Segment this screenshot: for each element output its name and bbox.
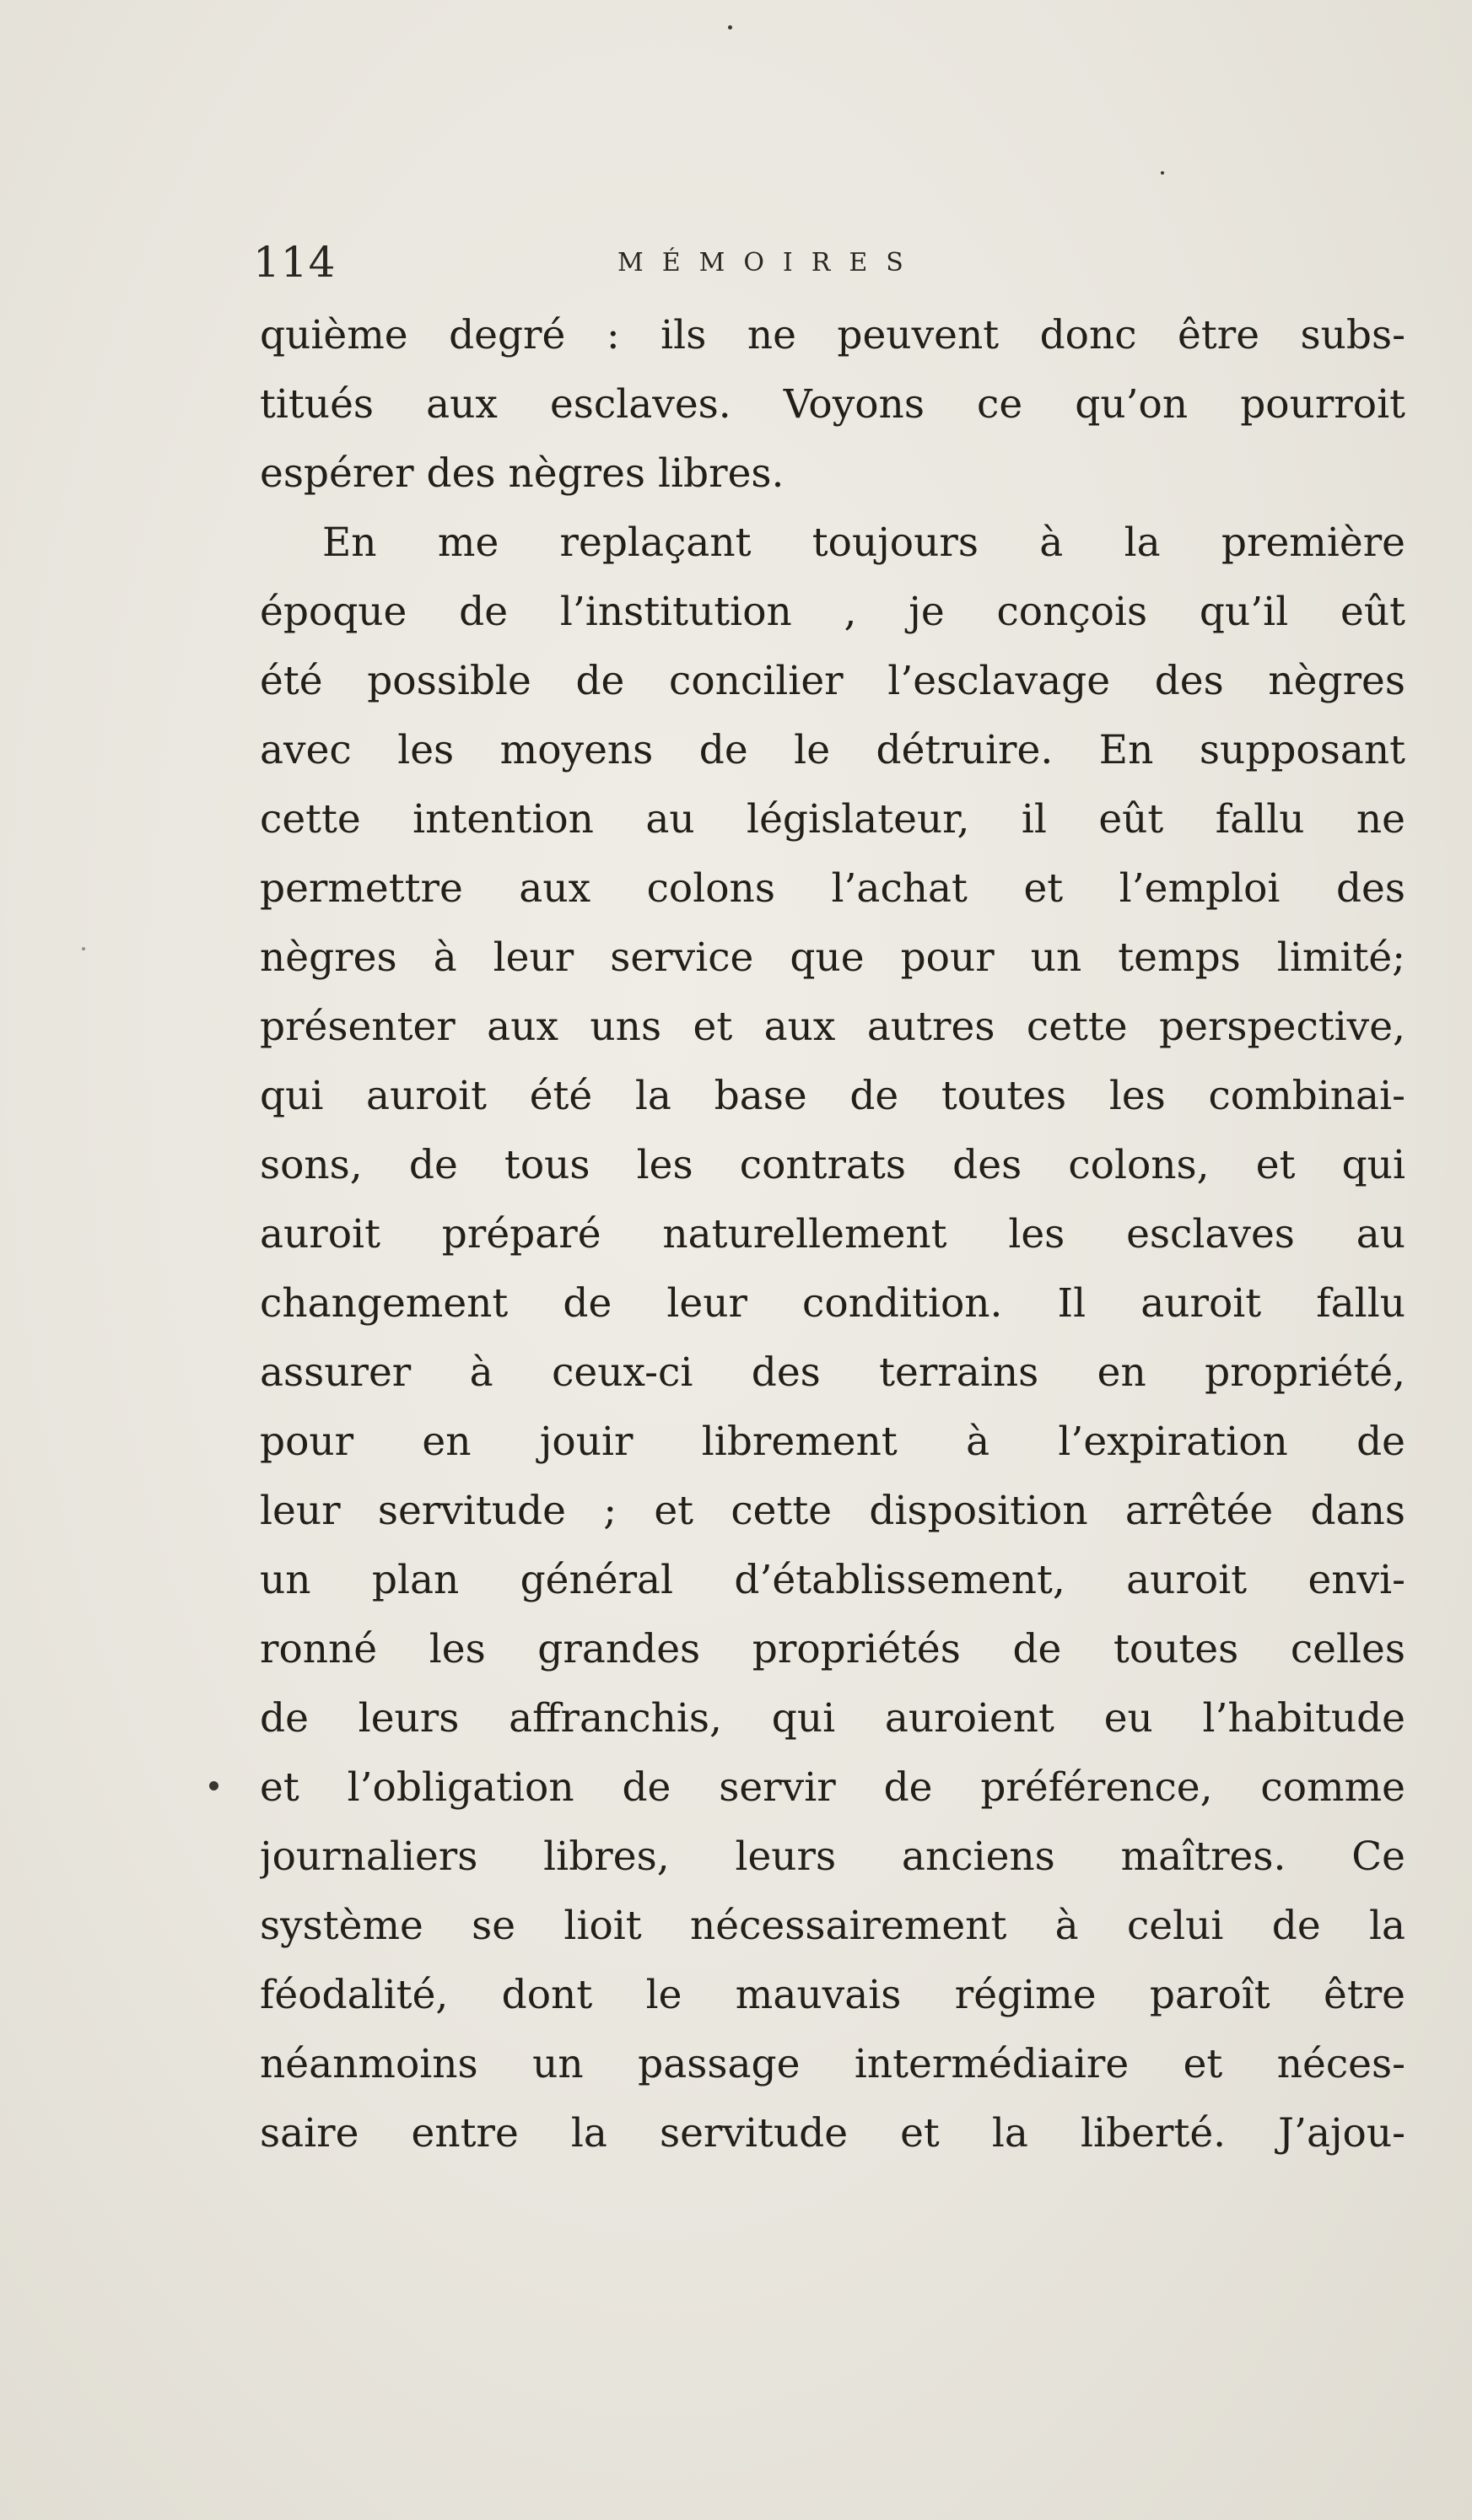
text-line: leur servitude ; et cette disposition arrêtée dans xyxy=(260,1488,1405,1534)
text-line: un plan général d’établissement, auroit envi- xyxy=(260,1557,1405,1603)
text-line: quième degré : ils ne peuvent donc être subs- xyxy=(260,312,1405,358)
ink-speck xyxy=(728,25,732,30)
text-line: assurer à ceux-ci des terrains en propriété, xyxy=(260,1349,1405,1396)
text-line: saire entre la servitude et la liberté. J’ajou- xyxy=(260,2110,1405,2157)
text-line: été possible de concilier l’esclavage des nègres xyxy=(260,658,1405,704)
text-line: En me replaçant toujours à la première xyxy=(322,520,1405,566)
text-line: époque de l’institution , je conçois qu’il eût xyxy=(260,589,1405,635)
ink-speck xyxy=(1161,171,1164,175)
text-line: avec les moyens de le détruire. En supposant xyxy=(260,727,1405,773)
text-line: sons, de tous les contrats des colons, et qui xyxy=(260,1142,1405,1188)
body-text xyxy=(260,301,1405,2168)
text-line: néanmoins un passage intermédiaire et néces- xyxy=(260,2041,1405,2087)
page-number: 114 xyxy=(253,238,337,287)
text-line: permettre aux colons l’achat et l’emploi des xyxy=(260,865,1405,912)
ink-speck xyxy=(209,1781,218,1790)
text-line: nègres à leur service que pour un temps limité; xyxy=(260,934,1405,981)
text-line: cette intention au législateur, il eût fallu ne xyxy=(260,796,1405,843)
text-line: présenter aux uns et aux autres cette perspective, xyxy=(260,1004,1405,1050)
text-line: changement de leur condition. Il auroit fallu xyxy=(260,1280,1405,1327)
text-line: qui auroit été la base de toutes les combinai- xyxy=(260,1073,1405,1119)
text-line: journaliers libres, leurs anciens maîtres. Ce xyxy=(260,1833,1405,1880)
text-line: de leurs affranchis, qui auroient eu l’habitude xyxy=(260,1695,1405,1742)
text-line: féodalité, dont le mauvais régime paroît être xyxy=(260,1972,1405,2018)
text-line: espérer des nègres libres. xyxy=(260,450,785,497)
text-line: pour en jouir librement à l’expiration de xyxy=(260,1419,1405,1465)
ink-speck xyxy=(82,947,85,950)
text-line: et l’obligation de servir de préférence, comme xyxy=(260,1764,1405,1811)
text-line: système se lioit nécessairement à celui de la xyxy=(260,1903,1405,1949)
text-line: ronné les grandes propriétés de toutes celles xyxy=(260,1626,1405,1672)
page-header xyxy=(253,238,1383,297)
text-line: titués aux esclaves. Voyons ce qu’on pourroit xyxy=(260,381,1405,428)
running-title: MÉMOIRES xyxy=(617,248,922,277)
text-line: auroit préparé naturellement les esclaves au xyxy=(260,1211,1405,1257)
